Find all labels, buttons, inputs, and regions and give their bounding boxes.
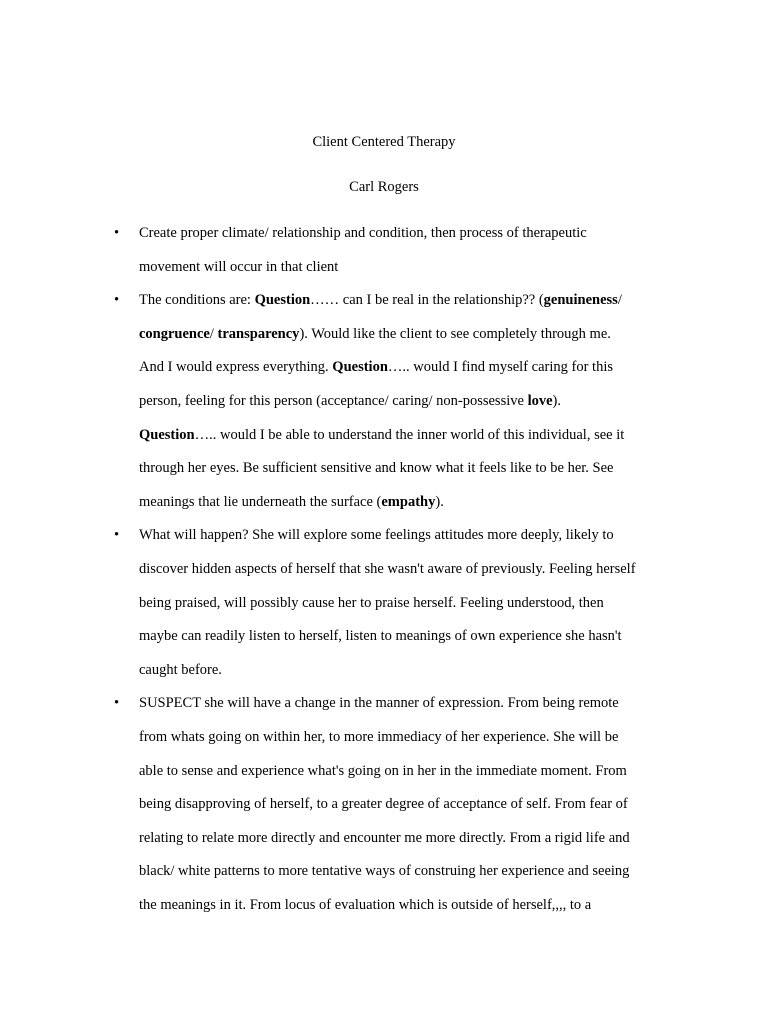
text-run: caught before. [139, 661, 222, 678]
text-run: maybe can readily listen to herself, listen to meanings of own experience she hasn't [139, 628, 622, 645]
bold-text: transparency [217, 325, 300, 342]
bold-text: Question [332, 359, 388, 376]
bullet-marker: • [114, 695, 120, 712]
bold-text: empathy [381, 493, 436, 510]
text-run: the meanings in it. From locus of evaluation which is outside of herself,,,, to a [139, 896, 592, 913]
paragraph-line [139, 894, 699, 928]
text-run: …… can I be real in the relationship?? ( [310, 292, 544, 309]
text-run: ….. would I find myself caring for this [387, 359, 614, 376]
text-run: The conditions are: [139, 292, 255, 309]
text-run: ….. would I be able to understand the inner world of this individual, see it [194, 426, 625, 443]
text-run: through her eyes. Be sufficient sensitive and know what it feels like to be her. See [139, 460, 614, 477]
paragraph-line [139, 323, 699, 357]
text-run: person, feeling for this person (acceptance/ caring/ non-possessive [139, 392, 528, 409]
paragraph-line [139, 289, 699, 323]
paragraph-line [139, 491, 699, 525]
paragraph-line [139, 356, 699, 390]
text-run: relating to relate more directly and encounter me more directly. From a rigid life and [139, 829, 630, 846]
document-author: Carl Rogers [349, 179, 419, 195]
text-run: / [617, 292, 622, 309]
text-run: Create proper climate/ relationship and condition, then process of therapeutic [139, 225, 587, 241]
text-run: SUSPECT she will have a change in the manner of expression. From being remote [139, 695, 619, 712]
paragraph-line [139, 424, 699, 458]
bullet-marker: • [114, 527, 120, 544]
bold-text: genuineness [543, 292, 618, 309]
bullet-list [0, 222, 768, 927]
text-run: being praised, will possibly cause her to praise herself. Feeling understood, then [139, 594, 604, 611]
bold-text: love [527, 392, 553, 409]
paragraph-line [139, 524, 699, 558]
paragraph-line [139, 390, 699, 424]
paragraph-line [139, 222, 699, 256]
bullet-item [0, 222, 768, 289]
bullet-item [0, 524, 768, 692]
paragraph-line [139, 457, 699, 491]
paragraph-line [139, 827, 699, 861]
paragraph-line [139, 726, 699, 760]
text-run: ). [552, 392, 561, 409]
paragraph-line [139, 760, 699, 794]
text-run: ). [435, 493, 444, 510]
text-run: / [209, 325, 218, 342]
text-run: What will happen? She will explore some feelings attitudes more deeply, likely to [139, 527, 614, 544]
paragraph-line [139, 625, 699, 659]
text-run: black/ white patterns to more tentative ways of construing her experience and seeing [139, 863, 630, 880]
paragraph-line [139, 860, 699, 894]
paragraph-line [139, 558, 699, 592]
paragraph-line [139, 659, 699, 693]
text-run: meanings that lie underneath the surface ( [139, 493, 382, 510]
paragraph-line [139, 592, 699, 626]
bold-text: congruence [139, 325, 210, 342]
bullet-item [0, 289, 768, 524]
paragraph-line [139, 256, 699, 290]
bullet-item [0, 692, 768, 927]
bullet-marker: • [114, 292, 120, 309]
text-run: ). Would like the client to see completely through me. [299, 325, 611, 342]
text-run: from whats going on within her, to more immediacy of her experience. She will be [139, 728, 619, 745]
paragraph-line [139, 793, 699, 827]
paragraph-line [139, 692, 699, 726]
text-run: able to sense and experience what's going on in her in the immediate moment. From [139, 762, 627, 779]
bold-text: Question [139, 426, 195, 443]
text-run: movement will occur in that client [139, 258, 339, 275]
bold-text: Question [254, 292, 311, 309]
bullet-marker: • [114, 225, 120, 241]
document-title: Client Centered Therapy [312, 134, 456, 150]
text-run: And I would express everything. [139, 359, 333, 376]
text-run: discover hidden aspects of herself that she wasn't aware of previously. Feeling herself [139, 560, 636, 577]
text-run: being disapproving of herself, to a greater degree of acceptance of self. From fear of [139, 796, 628, 813]
